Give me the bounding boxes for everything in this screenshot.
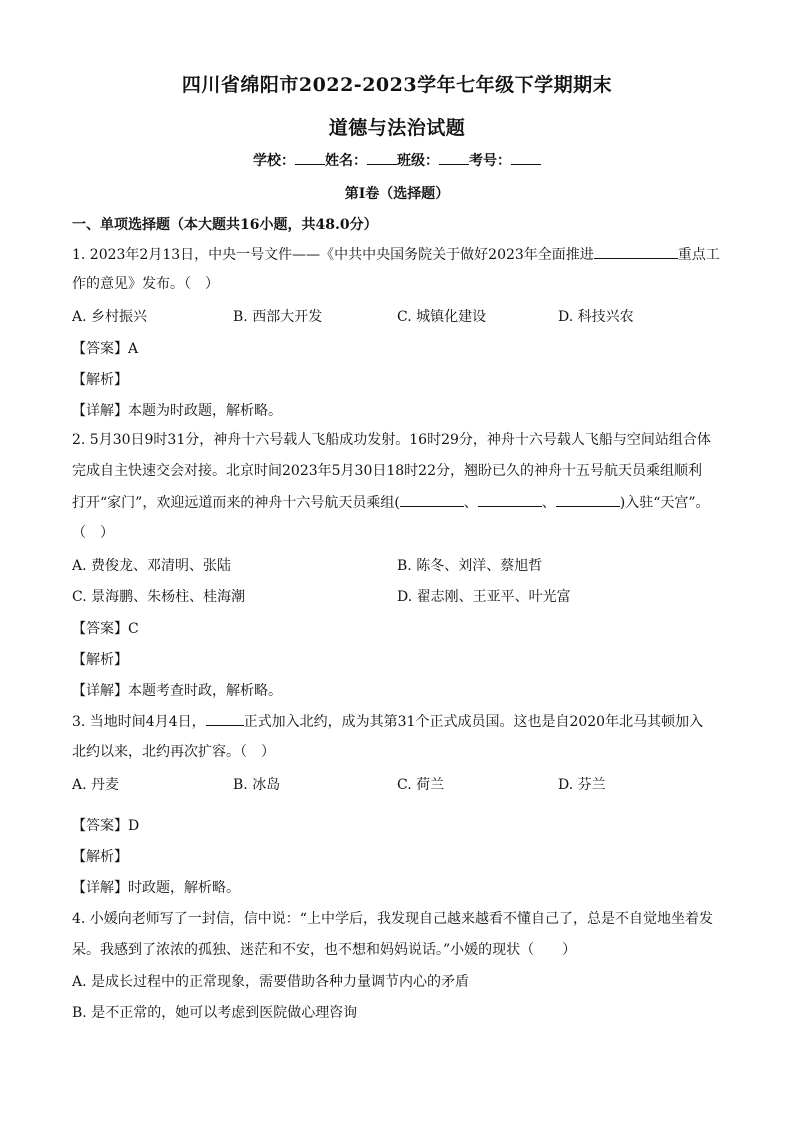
question-4-line-1: 4. 小媛向老师写了一封信，信中说：“上中学后，我发现自己越来越看不懂自己了，总是不自觉地坐着发 [72,911,713,927]
question-4-option-a: A. 是成长过程中的正常现象，需要借助各种力量调节内心的矛盾 [72,974,470,990]
question-2-option-d: D. 翟志刚、王亚平、叶光富 [397,589,571,605]
question-1-option-a: A. 乡村振兴 [72,309,148,325]
question-3-detail: 【详解】时政题，解析略。 [72,880,240,896]
answer-blank [206,711,244,726]
answer-blank [478,492,542,507]
exam-subject: 道德与法治试题 [328,117,466,139]
question-3-option-d: D. 芬兰 [558,777,606,793]
question-2-detail: 【详解】本题考查时政，解析略。 [72,683,282,699]
exam-title: 四川省绵阳市2022-2023学年七年级下学期期末 [181,74,613,96]
question-2-line-3: 打开“家门”，欢迎远道而来的神舟十六号航天员乘组( 、 、 )入驻“天宫”。 [72,492,724,513]
question-3-answer: 【答案】D [72,818,140,834]
question-2-line-1: 2. 5月30日9时31分，神舟十六号载人飞船成功发射。16时29分，神舟十六号载人飞船与空间站组合体 [72,432,711,448]
question-4-option-b: B. 是不正常的，她可以考虑到医院做心理咨询 [72,1005,358,1021]
question-2-analysis: 【解析】 [72,652,128,668]
question-1-option-c: C. 城镇化建设 [397,309,487,325]
question-1-analysis: 【解析】 [72,372,128,388]
student-info-line [0,150,794,170]
question-2-answer: 【答案】C [72,621,139,637]
question-2-option-c: C. 景海鹏、朱杨柱、桂海潮 [72,589,246,605]
question-3-analysis: 【解析】 [72,849,128,865]
question-4-line-2: 呆。我感到了浓浓的孤独、迷茫和不安，也不想和妈妈说话。”小媛的现状（ ） [72,942,577,958]
question-2-option-b: B. 陈冬、刘洋、蔡旭哲 [397,558,543,574]
question-1-line-2: 作的意见》发布。（ ） [72,276,219,292]
question-1-line-1: 1. 2023年2月13日，中央一号文件——《中共中央国务院关于做好2023年全面推进 重点工 [72,244,724,265]
question-3-line-2: 北约以来，北约再次扩容。（ ） [72,744,275,760]
question-3-line-1: 3. 当地时间4月4日， 正式加入北约，成为其第31个正式成员国。这也是自2020年北马其顿加入 [72,711,724,732]
exam-no-blank [511,150,541,165]
volume-heading: 第I卷（选择题） [344,186,450,202]
question-2-line-4: （ ） [72,525,114,541]
question-2-line-2: 完成自主快速交会对接。北京时间2023年5月30日18时22分，翘盼已久的神舟十五号航天员乘组顺利 [72,463,702,479]
class-blank [439,150,469,165]
name-blank [367,150,397,165]
class-label: 班级： [397,153,439,169]
question-3-option-c: C. 荷兰 [397,777,445,793]
question-2-option-a: A. 费俊龙、邓清明、张陆 [72,558,232,574]
answer-blank [556,492,620,507]
name-label: 姓名： [325,153,367,169]
question-1-answer: 【答案】A [72,341,139,357]
answer-blank [594,244,678,259]
question-1-option-d: D. 科技兴农 [558,309,634,325]
school-label: 学校： [253,153,295,169]
question-3-option-b: B. 冰岛 [233,777,281,793]
question-1-detail: 【详解】本题为时政题，解析略。 [72,403,282,419]
section-heading: 一、单项选择题（本大题共16小题，共48.0分） [72,217,378,233]
question-3-option-a: A. 丹麦 [72,777,120,793]
exam-no-label: 考号： [469,153,511,169]
question-1-option-b: B. 西部大开发 [233,309,323,325]
answer-blank [400,492,464,507]
school-blank [295,150,325,165]
